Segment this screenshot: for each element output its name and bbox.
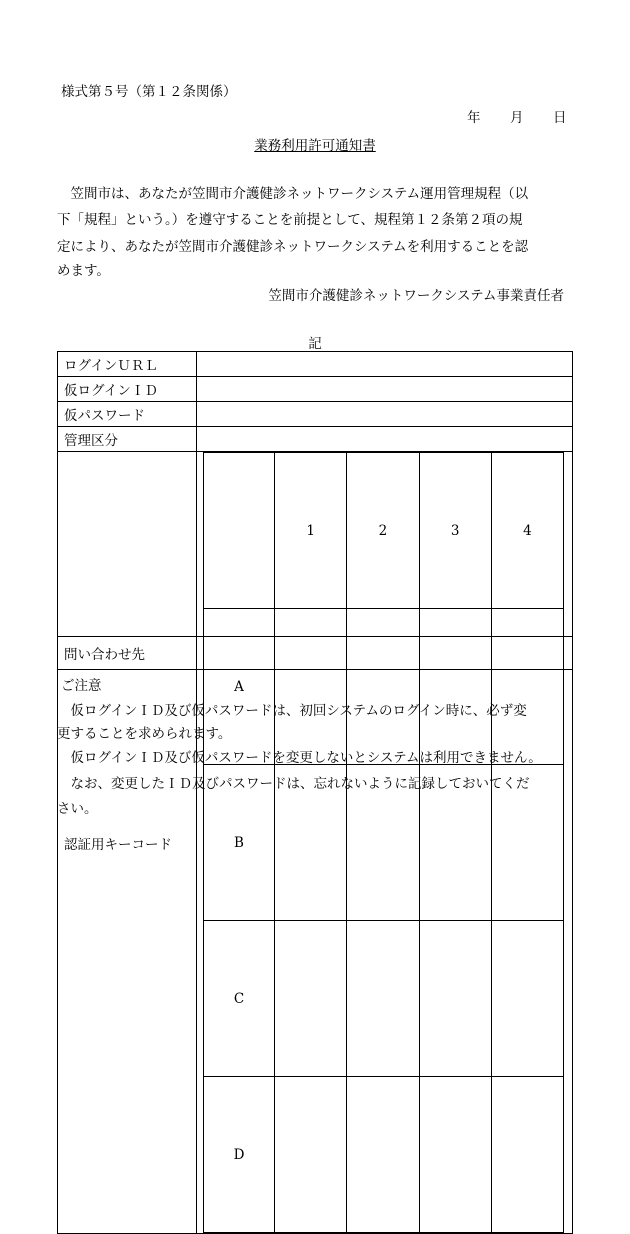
key-grid-row	[204, 1077, 564, 1233]
key-row-header: B	[204, 765, 275, 921]
contact-label: 問い合わせ先	[64, 647, 145, 663]
table-row	[58, 452, 573, 1234]
temp-password-label: 仮パスワード	[58, 402, 197, 427]
key-row-header: A	[204, 609, 275, 765]
table-row	[58, 352, 573, 377]
key-cell	[347, 609, 419, 765]
notice-title: ご注意	[61, 678, 102, 694]
temp-id-label: 仮ログインＩＤ	[58, 377, 197, 402]
key-cell	[347, 921, 419, 1077]
body-line: 定により、あなたが笠間市介護健診ネットワークシステムを利用することを認	[57, 239, 529, 255]
key-cell	[275, 609, 347, 765]
temp-password-value	[197, 402, 573, 427]
key-grid-row	[204, 609, 564, 765]
body-line: 笠間市は、あなたが笠間市介護健診ネットワークシステム運用管理規程（以	[57, 186, 529, 202]
ki-heading: 記	[308, 336, 322, 352]
key-grid-corner	[204, 453, 275, 609]
signer: 笠間市介護健診ネットワークシステム事業責任者	[268, 288, 564, 304]
table-row	[58, 402, 573, 427]
key-cell	[491, 1077, 563, 1233]
key-cell	[275, 1077, 347, 1233]
body-line: めます。	[57, 263, 110, 279]
key-row-header: C	[204, 921, 275, 1077]
temp-id-value	[197, 377, 573, 402]
date-month: 月	[510, 110, 524, 126]
notice-line: さい。	[57, 801, 98, 817]
date-year: 年	[467, 110, 481, 126]
key-cell	[419, 609, 491, 765]
key-cell	[491, 921, 563, 1077]
form-number: 様式第５号（第１２条関係）	[61, 84, 237, 100]
key-cell	[275, 921, 347, 1077]
contact-box	[57, 636, 573, 670]
auth-key-label: 認証用キーコード	[58, 452, 197, 1234]
info-table	[57, 351, 573, 1234]
notice-line: なお、変更したＩＤ及びパスワードは、忘れないように記録しておいてくだ	[57, 776, 530, 792]
body-line: 下「規程」という。）を遵守することを前提として、規程第１２条第２項の規	[57, 212, 523, 228]
date-line	[0, 106, 630, 126]
key-col-header: 4	[491, 453, 563, 609]
key-cell	[419, 921, 491, 1077]
notice-line: 仮ログインＩＤ及び仮パスワードを変更しないとシステムは利用できません。	[57, 750, 542, 766]
key-grid-row	[204, 921, 564, 1077]
management-category-value	[197, 427, 573, 452]
key-row-header: D	[204, 1077, 275, 1233]
notice-line: 更することを求められます。	[57, 726, 232, 742]
auth-key-value	[197, 452, 573, 1234]
notice-line: 仮ログインＩＤ及び仮パスワードは、初回システムのログイン時に、必ず変	[57, 703, 527, 719]
date-day: 日	[553, 110, 567, 126]
key-cell	[419, 1077, 491, 1233]
key-col-header: 3	[419, 453, 491, 609]
key-col-header: 1	[275, 453, 347, 609]
management-category-label: 管理区分	[58, 427, 197, 452]
key-grid-header	[204, 453, 564, 609]
key-code-grid	[203, 452, 564, 1233]
login-url-label: ログインＵＲＬ	[58, 352, 197, 377]
key-cell	[491, 609, 563, 765]
table-row	[58, 427, 573, 452]
table-row	[58, 377, 573, 402]
document-title	[0, 134, 630, 154]
document-title-text: 業務利用許可通知書	[254, 138, 376, 154]
key-col-header: 2	[347, 453, 419, 609]
login-url-value	[197, 352, 573, 377]
key-cell	[347, 1077, 419, 1233]
